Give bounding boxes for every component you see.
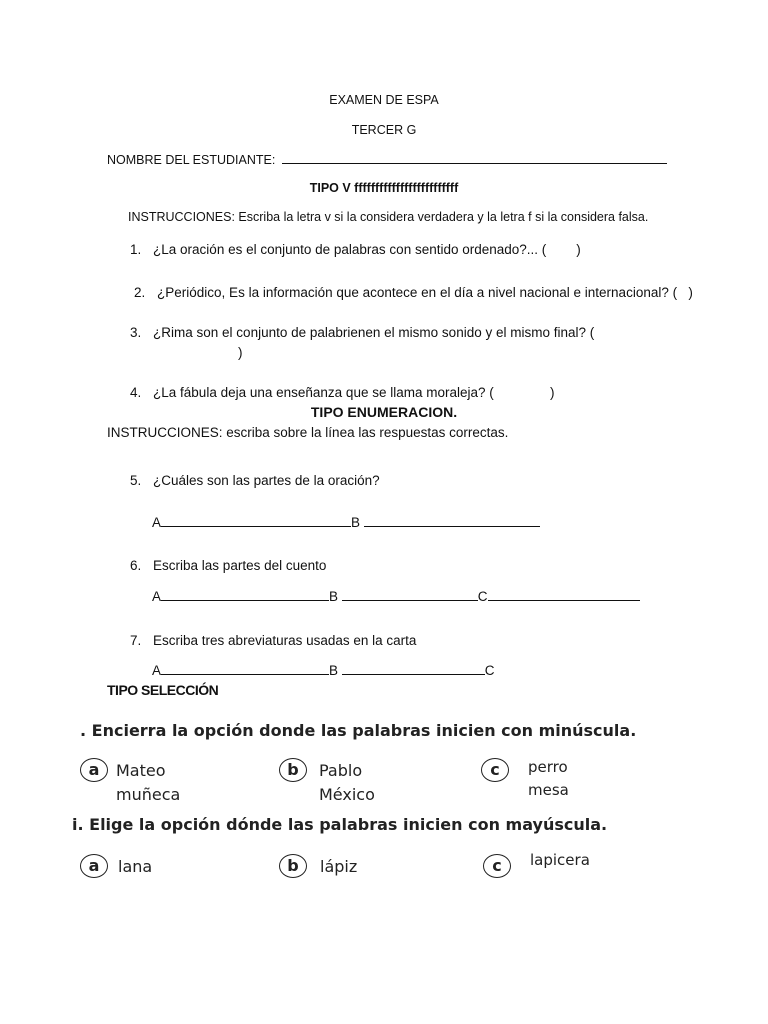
answer-blank-c[interactable] xyxy=(488,589,640,601)
option-word-1: lápiz xyxy=(320,857,358,876)
option-word-2: México xyxy=(319,785,375,804)
instructions-enum: INSTRUCCIONES: escriba sobre la línea las respuestas correctas. xyxy=(107,425,509,440)
enum-item-7 xyxy=(130,633,416,648)
tipo-v-heading: TIPO V fffffffffffffffffffffffff xyxy=(309,181,459,195)
blank-label-a: A xyxy=(152,589,162,604)
option-letter-c[interactable]: c xyxy=(481,758,509,782)
item-text: ¿Periódico, Es la información que acontece en el día a nivel nacional e internacional? ( ) xyxy=(157,285,693,300)
option-letter-b[interactable]: b xyxy=(279,758,307,782)
answer-row-5 xyxy=(152,515,540,530)
blank-label-c: C xyxy=(477,589,488,604)
answer-blank-b[interactable] xyxy=(342,589,478,601)
blank-label-b: B xyxy=(351,515,361,530)
blank-label-b: B xyxy=(329,589,339,604)
item-text: ¿Cuáles son las partes de la oración? xyxy=(153,473,380,488)
seleccion-q1-prompt: . Encierra la opción donde las palabras inicien con minúscula. xyxy=(80,721,637,740)
option-letter-a[interactable]: a xyxy=(80,758,108,782)
student-name-blank[interactable] xyxy=(282,152,667,164)
option-word-2: muñeca xyxy=(116,785,181,804)
vf-item-3-close: ) xyxy=(238,345,243,360)
item-number: 4. xyxy=(130,385,142,400)
option-word-1: Mateo xyxy=(116,761,166,780)
answer-row-6 xyxy=(152,589,640,604)
item-number: 3. xyxy=(130,325,142,340)
vf-item-1 xyxy=(130,242,581,257)
seleccion-q2-prompt: i. Elige la opción dónde las palabras inicien con mayúscula. xyxy=(72,815,608,834)
blank-label-a: A xyxy=(152,515,162,530)
item-text: Escriba tres abreviaturas usadas en la carta xyxy=(153,633,417,648)
student-name-label: NOMBRE DEL ESTUDIANTE: xyxy=(107,153,276,167)
blank-label-b: B xyxy=(329,663,339,678)
item-number: 6. xyxy=(130,558,142,573)
option-word-2: mesa xyxy=(528,781,569,799)
option-word-1: lana xyxy=(118,857,153,876)
option-word-1: Pablo xyxy=(319,761,363,780)
item-number: 2. xyxy=(134,285,146,300)
item-text: ¿La oración es el conjunto de palabras con sentido ordenado?... ( ) xyxy=(153,242,581,257)
item-number: 1. xyxy=(130,242,142,257)
item-text: ¿La fábula deja una enseñanza que se llama moraleja? ( ) xyxy=(153,385,555,400)
option-letter-a[interactable]: a xyxy=(80,854,108,878)
answer-blank-a[interactable] xyxy=(161,589,329,601)
tipo-seleccion-heading: TIPO SELECCIÓN xyxy=(107,682,219,698)
enum-item-6 xyxy=(130,558,326,573)
option-word-1: perro xyxy=(528,758,568,776)
blank-label-a: A xyxy=(152,663,162,678)
answer-blank-a[interactable] xyxy=(161,663,329,675)
tipo-enumeracion-heading: TIPO ENUMERACION. xyxy=(310,404,458,420)
vf-item-4 xyxy=(130,385,555,400)
exam-title: EXAMEN DE ESPA xyxy=(329,93,439,107)
option-word-1: lapicera xyxy=(530,851,590,869)
option-letter-c[interactable]: c xyxy=(483,854,511,878)
blank-label-c: C xyxy=(484,663,495,678)
enum-item-5 xyxy=(130,473,380,488)
item-number: 7. xyxy=(130,633,142,648)
item-number: 5. xyxy=(130,473,142,488)
answer-blank-b[interactable] xyxy=(342,663,485,675)
vf-item-2 xyxy=(134,285,693,300)
student-name-row xyxy=(107,152,667,167)
item-text: Escriba las partes del cuento xyxy=(153,558,327,573)
item-text: ¿Rima son el conjunto de palabrienen el mismo sonido y el mismo final? ( xyxy=(153,325,595,340)
option-letter-b[interactable]: b xyxy=(279,854,307,878)
instructions-vf: INSTRUCCIONES: Escriba la letra v si la considera verdadera y la letra f si la considera falsa. xyxy=(128,210,649,224)
vf-item-3 xyxy=(130,325,594,340)
answer-blank-b[interactable] xyxy=(364,515,540,527)
grade-label: TERCER G xyxy=(351,123,417,137)
answer-row-7 xyxy=(152,663,495,678)
answer-blank-a[interactable] xyxy=(161,515,351,527)
